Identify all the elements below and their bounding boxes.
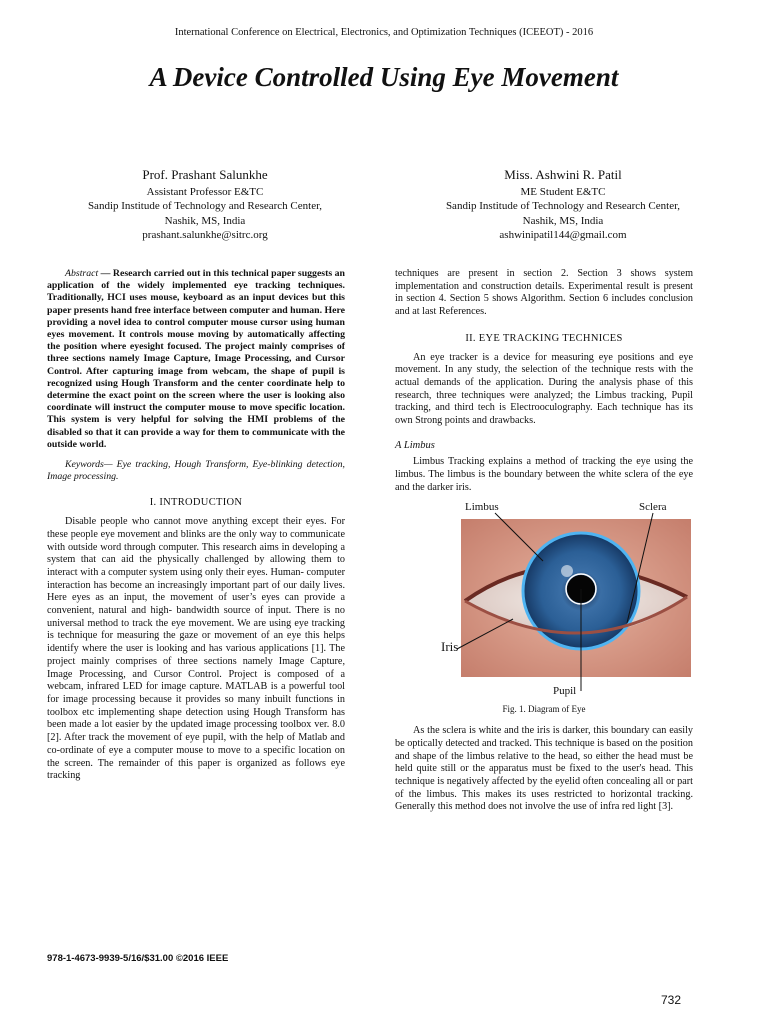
author-email: prashant.salunkhe@sitrc.org: [142, 228, 268, 241]
figure-pointer-lines: [395, 501, 693, 701]
limbus-paragraph-1: Limbus Tracking explains a method of tracking the eye using the limbus. The limbus is the boundary between the white sclera of the eye and the darker iris.: [395, 456, 693, 493]
conference-header: International Conference on Electrical, Electronics, and Optimization Techniques (ICEEOT) - 2016: [174, 27, 594, 38]
copyright-footer: 978-1-4673-9939-5/16/$31.00 ©2016 IEEE: [47, 953, 229, 964]
author-location: Nashik, MS, India: [522, 214, 604, 227]
abstract-label: Abstract: [65, 268, 99, 279]
eye-diagram-figure: [395, 501, 693, 701]
iris-pointer: [457, 619, 513, 649]
section-heading-eye-tracking: II. EYE TRACKING TECHNICES: [465, 332, 623, 344]
author-position: ME Student E&TC: [520, 186, 606, 199]
keywords-label: Keywords: [65, 459, 104, 471]
author-block-2: [413, 168, 713, 242]
paper-title: A Device Controlled Using Eye Movement: [149, 62, 619, 92]
author-block-1: [55, 168, 355, 242]
introduction-paragraph: Disable people who cannot move anything except their eyes. For these people eye movement and blinks are the only way to communicate with outside word through computer. This research aims in developing a system that can aid the physically challenged by allowing them to interact with a computer system using only their eyes. Human- computer interaction has become an increasingly important part of our daily lives. Here eyes as an input, the movement of user’s eyes can provide a convenient, natural and high- bandwidth source of input. There is no universal method to track the eye movement. We are using eye tracking is technique for measuring the gaze or movement of an eye this helps identify where the user is looking and has various applications [1]. The project mainly comprises of three sections namely Image Capture, Image Processing, and Cursor Control. Project is composed of a webcam, infrared LED for image capture. MATLAB is a powerful tool for image processing because it provides so many inbuilt functions in toolbox etc implementing shape detection using Hough Transform has been made a lot easier by the updated image processing toolbox ver. 8.0 [2]. After track the movement of eye pupil, with the help of Matlab and co-ordinate of eye a computer mouse to move to a specific location on the screen. The remainder of this paper is organized as follows eye tracking: [47, 516, 345, 782]
limbus-pointer: [495, 513, 543, 561]
subsection-heading-limbus: A Limbus: [395, 439, 435, 451]
author-location: Nashik, MS, India: [164, 214, 246, 227]
keywords-text: — Eye tracking, Hough Transform, Eye-blinking detection, Image processing.: [47, 459, 345, 483]
abstract: [47, 268, 345, 451]
left-column: [47, 268, 345, 783]
sclera-pointer: [627, 513, 653, 623]
figure-label-iris: Iris: [441, 638, 459, 654]
author-name: Miss. Ashwini R. Patil: [504, 167, 622, 182]
author-name: Prof. Prashant Salunkhe: [142, 167, 268, 182]
author-institution: Sandip Institude of Technology and Research Center,: [87, 200, 323, 213]
section-heading-introduction: I. INTRODUCTION: [149, 497, 243, 509]
figure-label-limbus: Limbus: [465, 500, 499, 513]
page-number: 732: [661, 993, 682, 1007]
right-column: [395, 268, 693, 814]
keywords: [47, 459, 345, 483]
abstract-text: — Research carried out in this technical paper suggests an application of the widely implemented eye tracking techniques. Traditionally, HCI uses mouse, keyboard as an input devices but this paper presents hand free interface between computer and human. Here providing a novel idea to control computer mouse cursor using human eyes movement. It controls mouse moving by automatically affecting the position where eyesight focused. The project mainly comprises of three sections namely Image Capture, Image Processing, and Cursor Control. After capturing image from webcam, the shape of pupil is recognized using Hough Transform and the center coordinate help to determine the exact point on the screen where the user is looking also coordinate will instruct the computer mouse to move specific location. This system is very helpful for solving the HMI problems of the disabled so that it can provide a way for them to communicate with the outside world.: [47, 268, 345, 450]
author-position: Assistant Professor E&TC: [146, 186, 264, 199]
author-email: ashwinipatil144@gmail.com: [499, 228, 627, 241]
limbus-paragraph-2: As the sclera is white and the iris is darker, this boundary can easily be optically detected and tracked. This technique is based on the position and shape of the limbus relative to the head, so either the head must be held quite still or the apparatus must be fixed to the user's head. This technique is negatively affected by the eyelid often concealing all or part of the limbus. This makes its uses restricted to horizontal tracking. Generally this method does not involve the use of infra red light [3].: [395, 725, 693, 813]
author-institution: Sandip Institude of Technology and Research Center,: [445, 200, 681, 213]
eye-tracking-paragraph: An eye tracker is a device for measuring eye positions and eye movement. In any study, the selection of the technique rests with the actual demands of the application. During the analysis phase of this research, three techniques were analyzed; the Limbus tracking, Pupil tracking, and third tech is Electrooculography. Each technique has its own Strong points and drawbacks.: [395, 351, 693, 427]
figure-label-pupil: Pupil: [553, 684, 577, 697]
figure-label-sclera: Sclera: [639, 500, 667, 513]
introduction-continued: techniques are present in section 2. Section 3 shows system implementation and construction details. Experimental result is present in section 4. Section 5 shows Algorithm. Section 6 includes conclusion and at last References.: [395, 268, 693, 318]
figure-caption: Fig. 1. Diagram of Eye: [502, 703, 586, 714]
